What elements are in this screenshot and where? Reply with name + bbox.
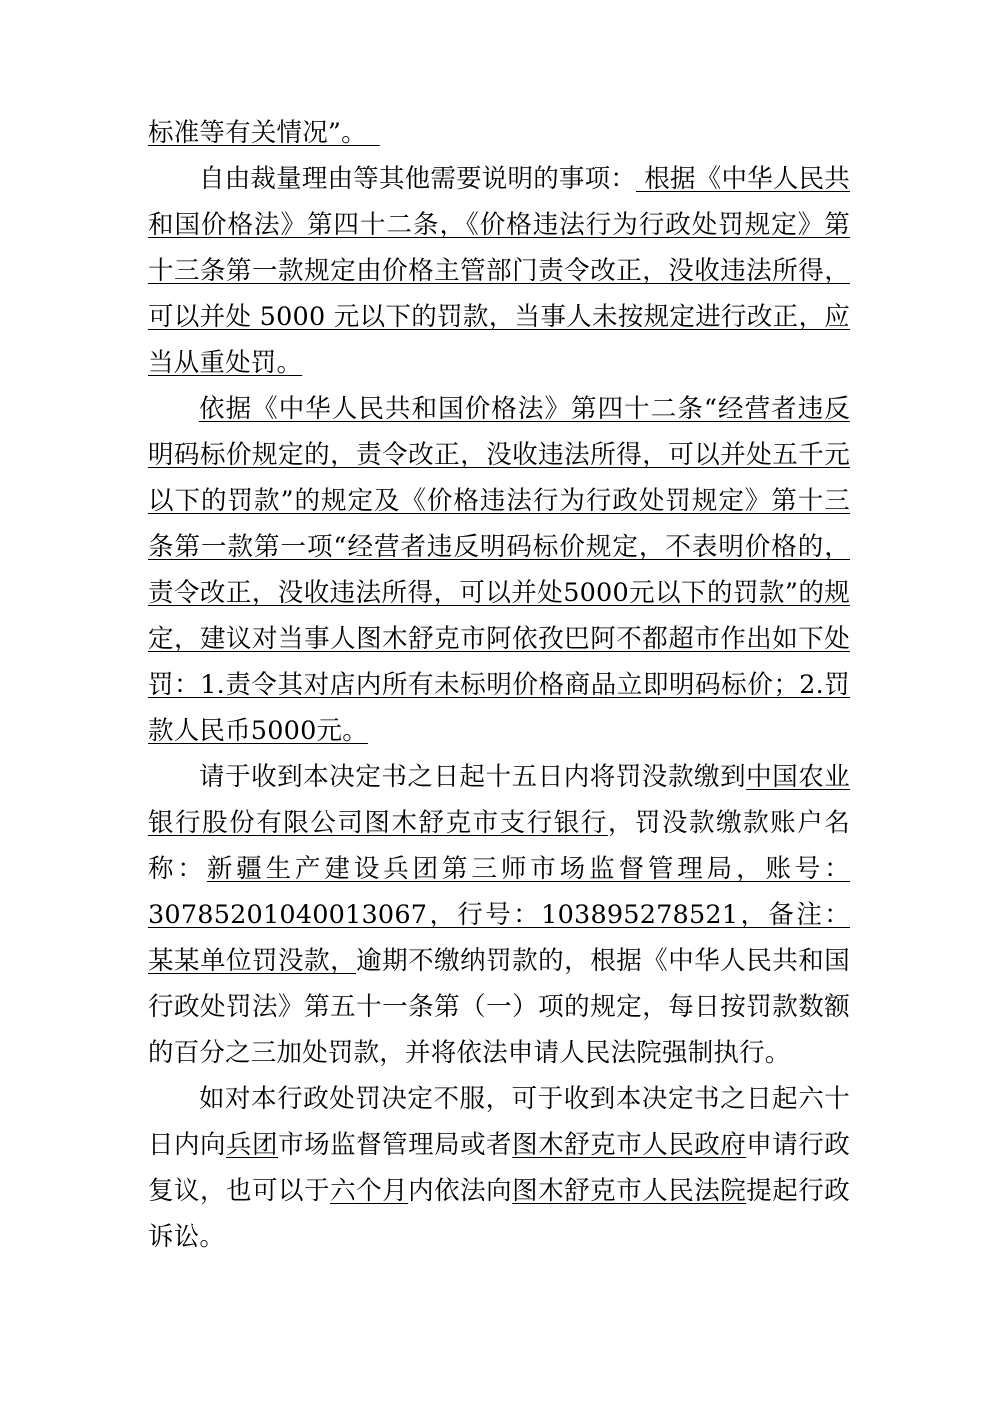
payment-instructions-paragraph-run-3: 新疆生产建设兵团第三师市场监督管理局，账号：30785201040013067，行号：103895278521，备注：某某单位罚没款，: [148, 854, 850, 976]
continuation-line-standards-run-0: 标准等有关情况”。: [148, 118, 355, 148]
continuation-line-standards-run-1: [354, 118, 380, 148]
legal-basis-and-penalty-proposal-paragraph-run-0: 依据《中华人民共和国价格法》第四十二条“经营者违反明码标价规定的，责令改正，没收违法所得，可以并处五千元以下的罚款”的规定及《价格违法行为行政处罚规定》第十三条第一款第一项“经营者违反明码标价规定，不表明价格的，责令改正，没收违法所得，可以并处5000元以下的罚款”的规定，建议对当事人图木舒克市阿依孜巴阿不都超市作出如下处罚：1.责令其对店内所有未标明价格商品立即明码标价；2.罚款人民币5000元。: [148, 394, 850, 746]
payment-instructions-paragraph-run-4: 逾期不缴纳罚款的，根据《中华人民共和国行政处罚法》第五十一条第（一）项的规定，每日按罚款数额的百分之三加处罚款，并将依法申请人民法院强制执行。: [148, 946, 850, 1068]
appeal-rights-paragraph-run-0: 如对本行政处罚决定不服，可于收到本决定书之日起六十日内向: [148, 1084, 850, 1160]
appeal-rights-paragraph-run-5: 六个月: [330, 1176, 409, 1206]
appeal-rights-paragraph-run-7: 图木舒克市人民法院: [512, 1176, 747, 1206]
payment-instructions-paragraph-run-1: 中国农业银行股份有限公司图木舒克市支行银行: [148, 762, 851, 838]
appeal-rights-paragraph-run-2: 市场监督管理局或者: [278, 1130, 513, 1160]
appeal-rights-paragraph-run-4: 申请行政复议，也可以于: [148, 1130, 850, 1206]
payment-instructions-paragraph-run-0: 请于收到本决定书之日起十五日内将罚没款缴到: [199, 762, 747, 792]
legal-basis-and-penalty-proposal-paragraph: [148, 386, 850, 754]
appeal-rights-paragraph-run-6: 内依法向: [408, 1176, 513, 1206]
appeal-rights-paragraph-run-1: 兵团: [226, 1130, 279, 1160]
payment-instructions-paragraph: [148, 754, 850, 1076]
appeal-rights-paragraph-run-8: 提起行政诉讼。: [148, 1176, 850, 1252]
continuation-line-standards: [148, 110, 850, 156]
appeal-rights-paragraph-run-3: 图木舒克市人民政府: [512, 1130, 747, 1160]
discretion-reason-paragraph: [148, 156, 850, 386]
appeal-rights-paragraph: [148, 1076, 850, 1260]
document-body: [148, 110, 850, 1260]
discretion-reason-paragraph-run-1: 根据《中华人民共和国价格法》第四十二条，《价格违法行为行政处罚规定》第十三条第一款规定由价格主管部门责令改正，没收违法所得，可以并处 5000 元以下的罚款，当事人未按规定进行改正，应当从重处罚。: [148, 164, 850, 378]
discretion-reason-paragraph-run-0: 自由裁量理由等其他需要说明的事项：: [199, 164, 637, 194]
payment-instructions-paragraph-run-2: ，罚没款缴款账户名称：: [148, 808, 850, 884]
